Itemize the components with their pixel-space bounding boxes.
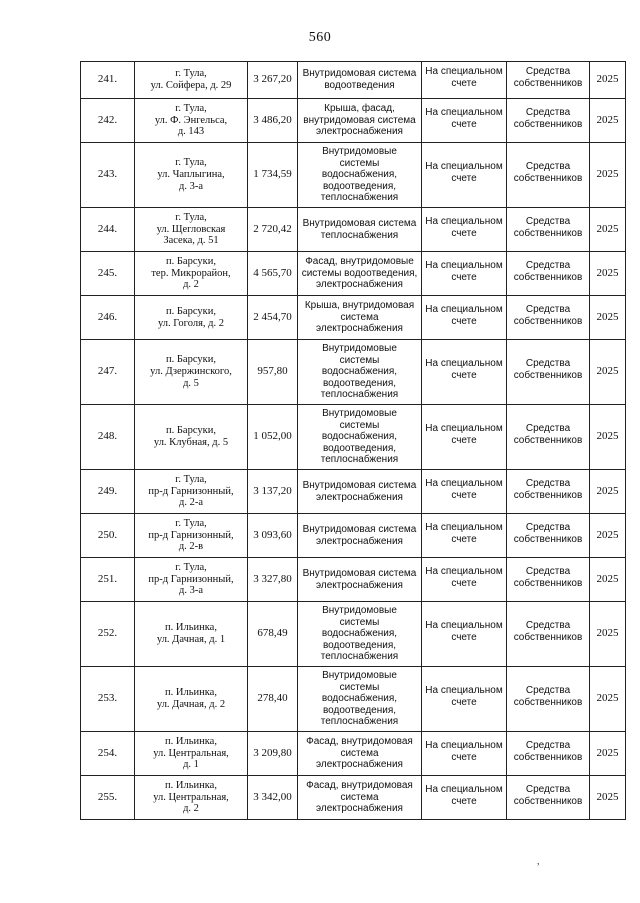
address-cell: п. Ильинка, ул. Дачная, д. 1 — [135, 602, 248, 667]
address-cell: г. Тула, пр-д Гарнизонный, д. 2-а — [135, 470, 248, 514]
area-cell: 3 267,20 — [248, 62, 298, 99]
area-cell: 957,80 — [248, 340, 298, 405]
account-type-cell: На специальном счете — [422, 558, 507, 602]
funding-source-cell: Средства собственников — [507, 776, 590, 820]
year-cell: 2025 — [590, 252, 626, 296]
year-cell: 2025 — [590, 732, 626, 776]
account-type-cell: На специальном счете — [422, 62, 507, 99]
account-type-cell: На специальном счете — [422, 99, 507, 143]
funding-source-cell: Средства собственников — [507, 667, 590, 732]
year-cell: 2025 — [590, 776, 626, 820]
address-cell: г. Тула, ул. Ф. Энгельса, д. 143 — [135, 99, 248, 143]
table-row — [81, 62, 626, 99]
row-number: 250. — [81, 514, 135, 558]
year-cell: 2025 — [590, 470, 626, 514]
funding-source-cell: Средства собственников — [507, 296, 590, 340]
area-cell: 3 137,20 — [248, 470, 298, 514]
account-type-cell: На специальном счете — [422, 405, 507, 470]
works-cell: Внутридомовые системы водоснабжения, водоотведения, теплоснабжения — [298, 340, 422, 405]
works-cell: Крыша, фасад, внутридомовая система электроснабжения — [298, 99, 422, 143]
area-cell: 2 720,42 — [248, 208, 298, 252]
table-row — [81, 252, 626, 296]
table-row — [81, 99, 626, 143]
year-cell: 2025 — [590, 296, 626, 340]
funding-source-cell: Средства собственников — [507, 405, 590, 470]
row-number: 245. — [81, 252, 135, 296]
account-type-cell: На специальном счете — [422, 514, 507, 558]
table-row — [81, 514, 626, 558]
row-number: 248. — [81, 405, 135, 470]
scan-mark: , — [537, 856, 540, 867]
row-number: 255. — [81, 776, 135, 820]
funding-source-cell: Средства собственников — [507, 340, 590, 405]
row-number: 247. — [81, 340, 135, 405]
row-number: 241. — [81, 62, 135, 99]
account-type-cell: На специальном счете — [422, 776, 507, 820]
address-cell: п. Барсуки, тер. Микрорайон, д. 2 — [135, 252, 248, 296]
account-type-cell: На специальном счете — [422, 296, 507, 340]
row-number: 242. — [81, 99, 135, 143]
year-cell: 2025 — [590, 558, 626, 602]
table-row — [81, 732, 626, 776]
address-cell: п. Барсуки, ул. Клубная, д. 5 — [135, 405, 248, 470]
area-cell: 3 342,00 — [248, 776, 298, 820]
table-row — [81, 340, 626, 405]
address-cell: п. Ильинка, ул. Центральная, д. 1 — [135, 732, 248, 776]
address-cell: г. Тула, пр-д Гарнизонный, д. 2-в — [135, 514, 248, 558]
funding-source-cell: Средства собственников — [507, 558, 590, 602]
account-type-cell: На специальном счете — [422, 732, 507, 776]
year-cell: 2025 — [590, 143, 626, 208]
address-cell: п. Барсуки, ул. Дзержинского, д. 5 — [135, 340, 248, 405]
row-number: 246. — [81, 296, 135, 340]
account-type-cell: На специальном счете — [422, 602, 507, 667]
funding-source-cell: Средства собственников — [507, 602, 590, 667]
row-number: 252. — [81, 602, 135, 667]
account-type-cell: На специальном счете — [422, 208, 507, 252]
account-type-cell: На специальном счете — [422, 470, 507, 514]
works-cell: Внутридомовая система электроснабжения — [298, 514, 422, 558]
area-cell: 278,40 — [248, 667, 298, 732]
year-cell: 2025 — [590, 208, 626, 252]
works-cell: Фасад, внутридомовая система электроснабжения — [298, 732, 422, 776]
table-body — [81, 62, 626, 820]
works-cell: Внутридомовая система электроснабжения — [298, 558, 422, 602]
table-row — [81, 143, 626, 208]
row-number: 253. — [81, 667, 135, 732]
funding-source-cell: Средства собственников — [507, 732, 590, 776]
year-cell: 2025 — [590, 405, 626, 470]
table-row — [81, 558, 626, 602]
account-type-cell: На специальном счете — [422, 667, 507, 732]
table-row — [81, 405, 626, 470]
year-cell: 2025 — [590, 340, 626, 405]
account-type-cell: На специальном счете — [422, 143, 507, 208]
year-cell: 2025 — [590, 62, 626, 99]
address-cell: п. Ильинка, ул. Центральная, д. 2 — [135, 776, 248, 820]
address-cell: п. Барсуки, ул. Гоголя, д. 2 — [135, 296, 248, 340]
row-number: 244. — [81, 208, 135, 252]
year-cell: 2025 — [590, 99, 626, 143]
account-type-cell: На специальном счете — [422, 340, 507, 405]
works-cell: Внутридомовые системы водоснабжения, водоотведения, теплоснабжения — [298, 667, 422, 732]
address-cell: г. Тула, ул. Щегловская Засека, д. 51 — [135, 208, 248, 252]
funding-source-cell: Средства собственников — [507, 143, 590, 208]
table-row — [81, 208, 626, 252]
works-cell: Внутридомовая система теплоснабжения — [298, 208, 422, 252]
row-number: 254. — [81, 732, 135, 776]
table-row — [81, 296, 626, 340]
housing-repair-table — [80, 61, 626, 820]
address-cell: п. Ильинка, ул. Дачная, д. 2 — [135, 667, 248, 732]
funding-source-cell: Средства собственников — [507, 470, 590, 514]
row-number: 243. — [81, 143, 135, 208]
works-cell: Внутридомовые системы водоснабжения, водоотведения, теплоснабжения — [298, 143, 422, 208]
address-cell: г. Тула, пр-д Гарнизонный, д. 3-а — [135, 558, 248, 602]
area-cell: 4 565,70 — [248, 252, 298, 296]
works-cell: Внутридомовые системы водоснабжения, водоотведения, теплоснабжения — [298, 602, 422, 667]
table-row — [81, 602, 626, 667]
address-cell: г. Тула, ул. Сойфера, д. 29 — [135, 62, 248, 99]
funding-source-cell: Средства собственников — [507, 514, 590, 558]
year-cell: 2025 — [590, 514, 626, 558]
area-cell: 3 486,20 — [248, 99, 298, 143]
year-cell: 2025 — [590, 667, 626, 732]
row-number: 249. — [81, 470, 135, 514]
area-cell: 3 327,80 — [248, 558, 298, 602]
works-cell: Крыша, внутридомовая система электроснабжения — [298, 296, 422, 340]
table-row — [81, 470, 626, 514]
area-cell: 3 093,60 — [248, 514, 298, 558]
row-number: 251. — [81, 558, 135, 602]
works-cell: Внутридомовая система электроснабжения — [298, 470, 422, 514]
area-cell: 678,49 — [248, 602, 298, 667]
address-cell: г. Тула, ул. Чаплыгина, д. 3-а — [135, 143, 248, 208]
page-number: 560 — [308, 30, 332, 45]
funding-source-cell: Средства собственников — [507, 252, 590, 296]
account-type-cell: На специальном счете — [422, 252, 507, 296]
area-cell: 1 734,59 — [248, 143, 298, 208]
funding-source-cell: Средства собственников — [507, 62, 590, 99]
works-cell: Внутридомовые системы водоснабжения, водоотведения, теплоснабжения — [298, 405, 422, 470]
table-row — [81, 776, 626, 820]
works-cell: Фасад, внутридомовая система электроснабжения — [298, 776, 422, 820]
funding-source-cell: Средства собственников — [507, 99, 590, 143]
table-row — [81, 667, 626, 732]
funding-source-cell: Средства собственников — [507, 208, 590, 252]
area-cell: 2 454,70 — [248, 296, 298, 340]
year-cell: 2025 — [590, 602, 626, 667]
works-cell: Фасад, внутридомовые системы водоотведения, электроснабжения — [298, 252, 422, 296]
works-cell: Внутридомовая система водоотведения — [298, 62, 422, 99]
area-cell: 3 209,80 — [248, 732, 298, 776]
area-cell: 1 052,00 — [248, 405, 298, 470]
